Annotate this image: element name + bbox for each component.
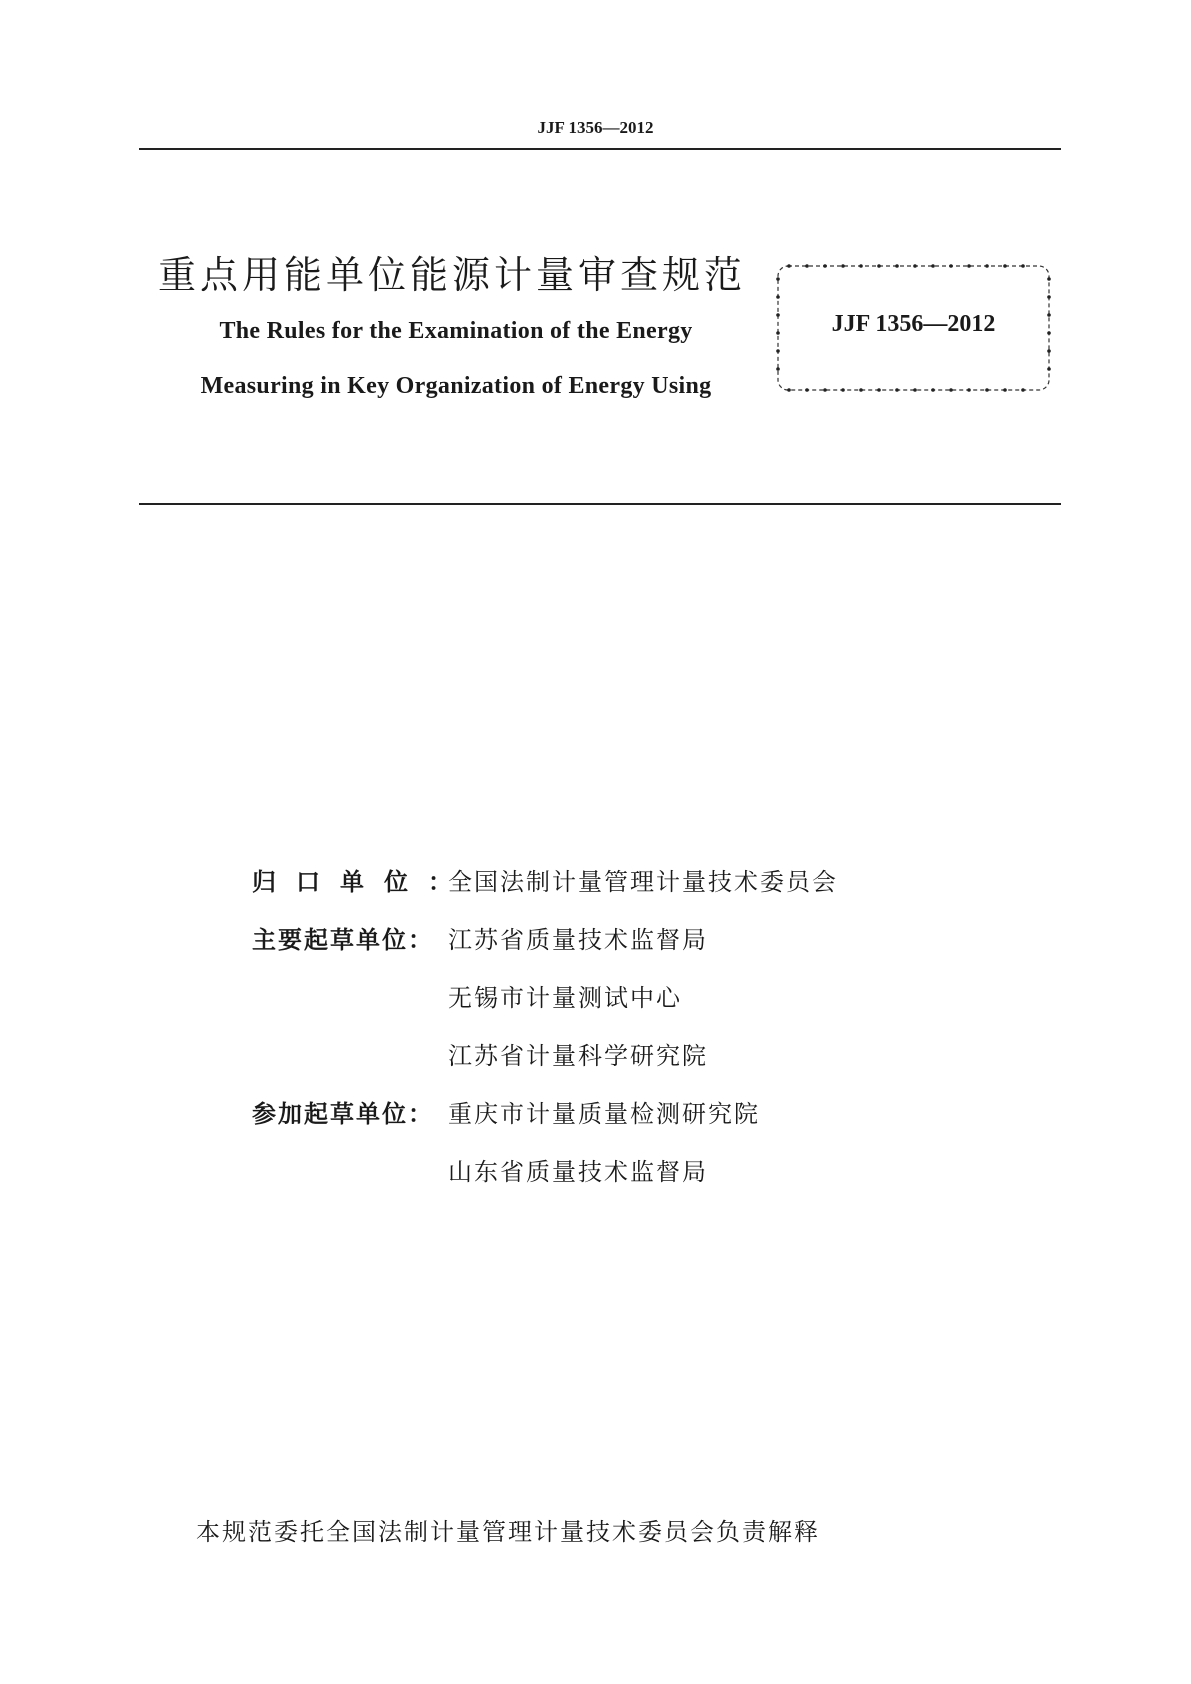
border-dot [967,264,971,268]
org-value-participating-drafter-2: 山东省质量技术监督局 [448,1158,708,1186]
border-dot [895,388,899,392]
org-label-participating-drafters: 参加起草单位： [252,1100,434,1128]
border-dot [1047,277,1051,281]
border-dot [877,264,881,268]
border-dot [877,388,881,392]
border-dot [895,264,899,268]
border-dot [776,277,780,281]
title-bottom-rule [139,503,1061,505]
org-value-main-drafter-3: 江苏省计量科学研究院 [448,1042,708,1070]
border-dot [1047,367,1051,371]
title-chinese: 重点用能单位能源计量审查规范 [158,253,747,297]
org-label-responsible: 归口单位： [252,868,472,896]
border-dot [805,264,809,268]
standard-code: JJF 1356—2012 [831,311,996,337]
border-dot [859,388,863,392]
border-dot [1021,264,1025,268]
title-english-line-2: Measuring in Key Organization of Energy Using [200,373,712,399]
border-dot [931,264,935,268]
title-english-line-1: The Rules for the Examination of the Energy [219,318,693,344]
border-dot [985,388,989,392]
border-dot [776,367,780,371]
standard-code-box [775,263,1052,393]
border-dot [841,264,845,268]
border-dot [1047,295,1051,299]
border-dot [1003,388,1007,392]
border-dot [776,295,780,299]
border-dot [913,388,917,392]
border-dot [823,264,827,268]
border-dot [1047,349,1051,353]
border-dot [1003,264,1007,268]
header-code: JJF 1356—2012 [537,118,654,137]
border-dot [841,388,845,392]
org-value-responsible-1: 全国法制计量管理计量技术委员会 [448,868,838,896]
border-dot [776,349,780,353]
border-dot [805,388,809,392]
border-dot [967,388,971,392]
footer-note: 本规范委托全国法制计量管理计量技术委员会负责解释 [196,1518,820,1546]
border-dot [787,388,791,392]
border-dot [913,264,917,268]
border-dot [787,264,791,268]
border-dot [931,388,935,392]
border-dot [859,264,863,268]
border-dot [1021,388,1025,392]
org-value-main-drafter-2: 无锡市计量测试中心 [448,984,682,1012]
header-rule [139,148,1061,150]
border-dot [823,388,827,392]
border-dot [985,264,989,268]
border-dot [949,388,953,392]
org-value-main-drafter-1: 江苏省质量技术监督局 [448,926,708,954]
org-value-participating-drafter-1: 重庆市计量质量检测研究院 [448,1100,760,1128]
org-label-main-drafters: 主要起草单位： [252,926,434,954]
border-dot [949,264,953,268]
